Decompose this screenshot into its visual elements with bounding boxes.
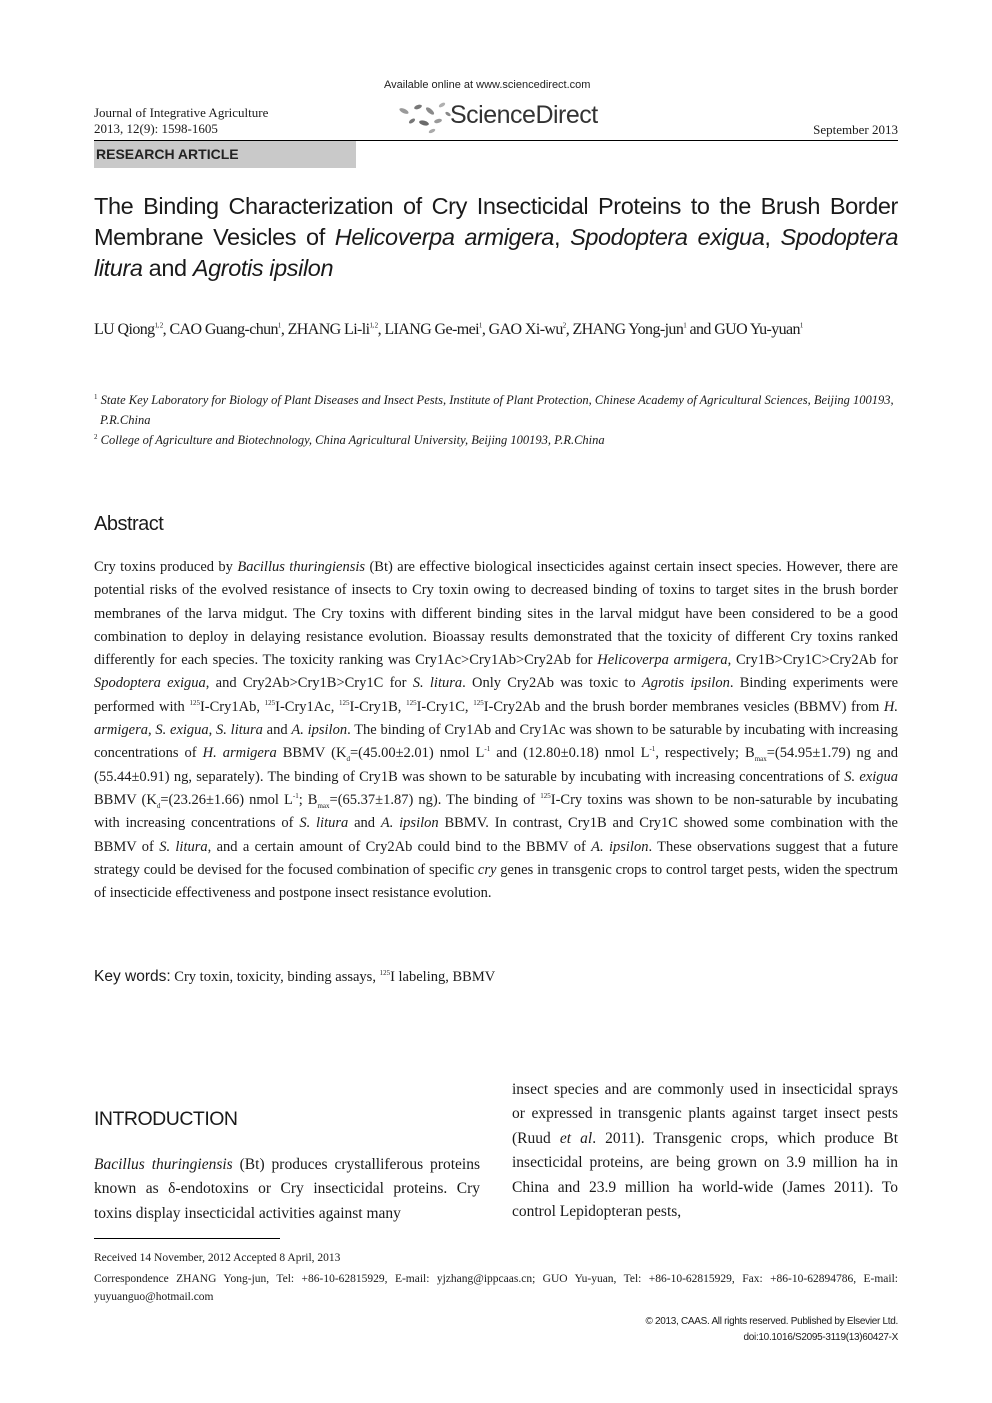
- text-run: . These observations suggest that a future strategy could be devised for the focused combination of specific: [94, 838, 899, 878]
- author-name: LU Qiong: [94, 321, 155, 338]
- title-species: Helicoverpa armigera: [334, 224, 554, 250]
- affiliation-number: 2: [94, 432, 98, 441]
- title-text: ,: [764, 224, 781, 250]
- affiliation-2: [94, 430, 898, 450]
- introduction-left-column: [94, 1153, 480, 1226]
- author-name: , CAO Guang-chun: [162, 321, 278, 338]
- text-run: . Only Cry2Ab was toxic to: [462, 675, 642, 692]
- doi: doi:10.1016/S2095-3119(13)60427-X: [743, 1332, 898, 1343]
- italic-run: A. ipsilon: [380, 815, 439, 832]
- keywords-label: Key words:: [94, 968, 171, 985]
- italic-run: et al: [559, 1129, 593, 1147]
- text-run: ,: [147, 722, 156, 739]
- text-run: I-Cry1B,: [349, 698, 407, 715]
- text-run: genes in transgenic crops to control target pests, widen the spectrum of insecticide effectiveness and postpone insect resistance evolution.: [94, 861, 898, 902]
- journal-name: Journal of Integrative Agriculture: [94, 105, 269, 120]
- italic-run: Bacillus thuringiensis: [237, 559, 366, 575]
- text-run: ; B: [298, 791, 318, 808]
- italic-run: Helicoverpa armigera: [597, 652, 728, 669]
- author-name: , ZHANG Yong-jun: [565, 321, 684, 338]
- text-run: BBMV (K: [94, 791, 157, 808]
- italic-run: H. armigera: [202, 745, 277, 762]
- isotope-superscript: 125: [379, 969, 391, 978]
- abstract-text: [94, 556, 898, 905]
- text-run: (Bt) are effective biological insecticides against certain insect species. However, there are potential risks of the evolved resistance of insects to Cry toxin owing to decreased binding of toxins to target sites in the brush border membranes of the larva midgut. The Cry toxins with different binding sites in the larval midgut have been considered to be a good combination to deploy in delaying resistance evolution. Bioassay results demonstrated that the toxicity of different Cry toxins ranked differently for each species. The toxicity ranking was Cry1Ac>Cry1Ab>Cry2Ab for: [94, 559, 898, 669]
- text-run: I-Cry toxins was shown to be non-saturable by incubating with increasing concentrations of: [94, 791, 899, 832]
- text-run: ,: [208, 722, 217, 739]
- subscript: max: [754, 755, 767, 764]
- available-online-text: Available online at www.sciencedirect.com: [384, 79, 591, 91]
- copyright-notice: © 2013, CAAS. All rights reserved. Published by Elsevier Ltd.: [645, 1316, 898, 1327]
- unit-superscript: -1: [292, 792, 299, 801]
- introduction-right-column: [512, 1078, 898, 1224]
- author-affiliation-mark: 1: [799, 321, 803, 330]
- sciencedirect-wordmark: ScienceDirect: [450, 101, 598, 129]
- text-run: I-Cry2Ab and the brush border membranes vesicles (BBMV) from: [483, 698, 884, 715]
- subscript: d: [156, 801, 161, 810]
- italic-run: Spodoptera exigua: [94, 675, 206, 692]
- author-name: and GUO Yu-yuan: [686, 321, 800, 338]
- affiliation-text: State Key Laboratory for Biology of Plant Diseases and Insect Pests, Institute of Plant Protection, Chinese Academy of Agricultural Sciences, Beijing 100193, P.R.China: [97, 393, 894, 427]
- affiliation-number: 1: [94, 392, 98, 401]
- text-run: I-Cry1Ac,: [275, 698, 339, 715]
- text-run: =(65.37±1.87) ng). The binding of: [329, 791, 541, 808]
- author-affiliation-mark: 2: [562, 321, 566, 330]
- subscript: max: [317, 801, 330, 810]
- text-run: , and Cry2Ab>Cry1B>Cry1C for: [205, 675, 413, 692]
- text-run: . Binding experiments were performed with: [94, 675, 899, 715]
- abstract-heading: Abstract: [94, 513, 164, 535]
- text-run: and: [262, 722, 292, 739]
- keywords-text: I labeling, BBMV: [390, 969, 496, 985]
- title-species: Spodoptera litura: [94, 224, 899, 281]
- keywords-text: Cry toxin, toxicity, binding assays,: [170, 969, 380, 985]
- italic-run: S. litura: [216, 722, 263, 739]
- journal-info: [94, 105, 268, 137]
- footnote-divider: [94, 1238, 280, 1239]
- italic-run: S. litura: [299, 815, 349, 832]
- title-text: ,: [553, 224, 571, 250]
- issue-date: September 2013: [813, 122, 898, 137]
- author-affiliation-mark: 1, 2: [154, 321, 163, 330]
- italic-run: S. litura: [159, 838, 208, 855]
- isotope-superscript: 125: [406, 698, 417, 707]
- text-run: BBMV (K: [276, 745, 347, 762]
- text-run: insect species and are commonly used in insecticidal sprays or expressed in transgenic plants against target insect pests (Ruud: [512, 1081, 898, 1147]
- affiliation-1: [94, 390, 898, 430]
- italic-run: Bacillus thuringiensis: [94, 1156, 233, 1173]
- author-affiliation-mark: 1: [277, 321, 281, 330]
- introduction-heading: INTRODUCTION: [94, 1108, 238, 1130]
- italic-run: S. exigua: [844, 768, 898, 785]
- text-run: =(54.95±1.79) ng and (55.44±0.91) ng, separately). The binding of Cry1B was shown to be saturable by incubating with increasing concentrations of: [94, 745, 898, 785]
- journal-citation: 2013, 12(9): 1598-1605: [94, 121, 218, 136]
- title-species: Spodoptera exigua: [570, 224, 765, 250]
- italic-run: A. ipsilon: [291, 722, 348, 739]
- text-run: =(23.26±1.66) nmol L: [160, 791, 293, 808]
- unit-superscript: -1: [649, 745, 656, 754]
- affiliation-text: College of Agriculture and Biotechnology, China Agricultural University, Beijing 100193, P.R.China: [97, 433, 605, 447]
- text-run: , Cry1B>Cry1C>Cry2Ab for: [727, 652, 899, 669]
- correspondence: Correspondence ZHANG Yong-jun, Tel: +86-10-62815929, E-mail: yjzhang@ippcaas.cn; GUO Yu-yuan, Tel: +86-10-62815929, Fax: +86-10-62894786, E-mail: yuyuanguo@hotmail.com: [94, 1273, 898, 1303]
- article-type-label: RESEARCH ARTICLE: [94, 141, 356, 168]
- article-title: [94, 191, 898, 284]
- author-affiliation-mark: 1: [478, 321, 482, 330]
- author-affiliation-mark: 1: [683, 321, 687, 330]
- text-run: BBMV. In contrast, Cry1B and Cry1C showed some combination with the BBMV of: [94, 815, 898, 855]
- isotope-superscript: 125: [264, 698, 276, 707]
- italic-run: S. litura: [412, 675, 463, 692]
- italic-run: H. armigera: [94, 698, 898, 739]
- title-text: and: [142, 255, 193, 281]
- isotope-superscript: 125: [473, 698, 484, 707]
- keywords: [94, 968, 495, 986]
- received-dates: Received 14 November, 2012 Accepted 8 April, 2013: [94, 1252, 341, 1264]
- text-run: . 2011). Transgenic crops, which produce Bt insecticidal proteins, are being grown on 3.9 million ha in China and 23.9 million ha world-wide (James 2011). To control Lepidopteran pests,: [512, 1129, 899, 1221]
- text-run: , and a certain amount of Cry2Ab could bind to the BBMV of: [207, 838, 592, 855]
- author-affiliation-mark: 1, 2: [369, 321, 378, 330]
- title-text: The Binding Characterization of Cry Insecticidal Proteins to the Brush Border Membrane Vesicles of: [94, 193, 898, 250]
- italic-run: S. exigua: [155, 722, 209, 739]
- text-run: (Bt) produces crystalliferous proteins known as δ-endotoxins or Cry insecticidal proteins. Cry toxins display insecticidal activities against many: [94, 1156, 480, 1222]
- text-run: =(45.00±2.01) nmol L: [349, 745, 485, 762]
- sciencedirect-header: [384, 79, 624, 129]
- text-run: and: [348, 815, 381, 832]
- text-run: , respectively; B: [655, 745, 755, 762]
- text-run: I-Cry1C,: [416, 698, 474, 715]
- text-run: and (12.80±0.18) nmol L: [490, 745, 650, 762]
- isotope-superscript: 125: [338, 698, 350, 707]
- text-run: . The binding of Cry1Ab and Cry1Ac was shown to be saturable by incubating with increasing concentrations of: [94, 722, 899, 762]
- text-run: Cry toxins produced by: [94, 559, 238, 575]
- isotope-superscript: 125: [189, 698, 200, 707]
- text-run: I-Cry1Ab,: [199, 698, 265, 715]
- isotope-superscript: 125: [540, 792, 551, 801]
- unit-superscript: -1: [484, 745, 491, 754]
- italic-run: Agrotis ipsilon: [641, 675, 730, 692]
- title-species: Agrotis ipsilon: [192, 255, 334, 281]
- author-name: , LIANG Ge-mei: [377, 321, 479, 338]
- subscript: d: [346, 755, 350, 764]
- italic-run: cry: [477, 861, 497, 878]
- author-name: , ZHANG Li-li: [280, 321, 370, 338]
- author-list: [94, 316, 898, 343]
- author-name: , GAO Xi-wu: [481, 321, 563, 338]
- italic-run: A. ipsilon: [591, 838, 649, 855]
